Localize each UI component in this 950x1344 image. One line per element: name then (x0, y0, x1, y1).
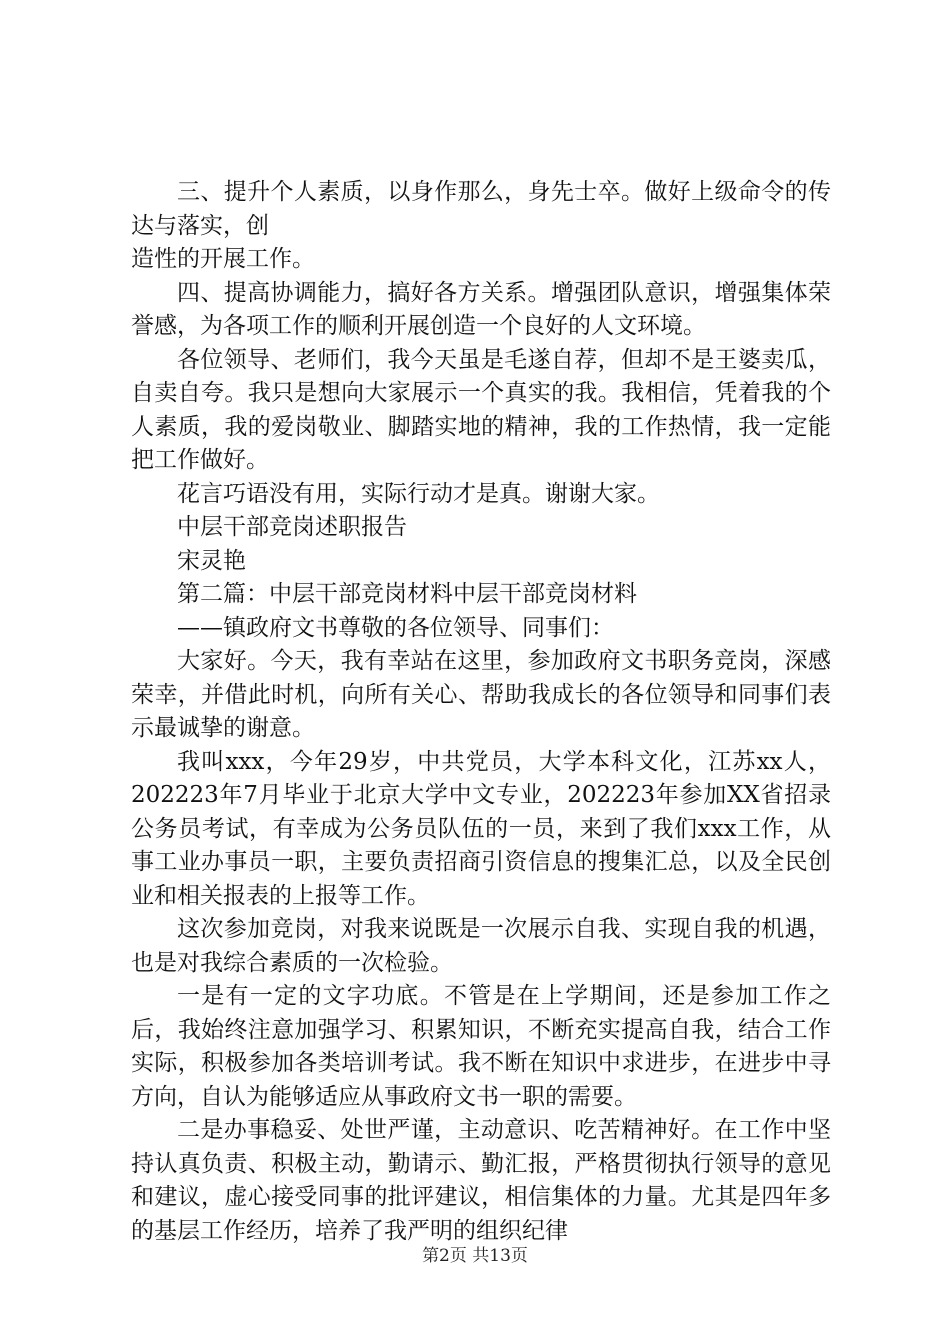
author-name: 宋灵艳 (177, 547, 246, 574)
paragraph-section-three: 三、提升个人素质，以身作那么，身先士卒。做好上级命令的传达与落实，创 (131, 179, 831, 239)
paragraph-opportunity: 这次参加竞岗，对我来说既是一次展示自我、实现自我的机遇，也是对我综合素质的一次检验。 (131, 916, 831, 976)
paragraph-greeting: 大家好。今天，我有幸站在这里，参加政府文书职务竞岗，深感荣幸，并借此时机，向所有关心、帮助我成长的各位领导和同事们表示最诚挚的谢意。 (131, 648, 831, 741)
report-title: 中层干部竞岗述职报告 (177, 514, 407, 540)
page-footer: 第2页 共13页 (422, 1246, 528, 1266)
paragraph-self-introduction: 我叫xxx，今年29岁，中共党员，大学本科文化，江苏xx人，202223年7月毕业于北京大学中文专业，202223年参加XX省招录公务员考试，有幸成为公务员队伍的一员，来到了我们xxx工作，从事工业办事员一职，主要负责招商引资信息的搜集汇总，以及全民创业和相关报表的上报等工作。 (131, 748, 831, 909)
paragraph-point-two: 二是办事稳妥、处世严谨，主动意识、吃苦精神好。在工作中坚持认真负责、积极主动，勤请示、勤汇报，严格贯彻执行领导的意见和建议，虚心接受同事的批评建议，相信集体的力量。尤其是四年多的基层工作经历，培养了我严明的组织纪律 (131, 1117, 831, 1244)
paragraph-thanks: 花言巧语没有用，实际行动才是真。谢谢大家。 (177, 480, 660, 507)
document-body (131, 176, 831, 1248)
paragraph-continuation: 造性的开展工作。 (131, 246, 315, 272)
salutation: ——镇政府文书尊敬的各位领导、同事们： (177, 614, 614, 641)
paragraph-point-one: 一是有一定的文字功底。不管是在上学期间，还是参加工作之后，我始终注意加强学习、积累知识，不断充实提高自我，结合工作实际，积极参加各类培训考试。我不断在知识中求进步，在进步中寻方向，自认为能够适应从事政府文书一职的需要。 (131, 983, 831, 1110)
paragraph-closing-remarks: 各位领导、老师们，我今天虽是毛遂自荐，但却不是王婆卖瓜，自卖自夸。我只是想向大家展示一个真实的我。我相信，凭着我的个人素质，我的爱岗敬业、脚踏实地的精神，我的工作热情，我一定能把工作做好。 (131, 346, 831, 473)
chapter-heading: 第二篇：中层干部竞岗材料中层干部竞岗材料 (177, 581, 637, 607)
paragraph-section-four: 四、提高协调能力，搞好各方关系。增强团队意识，增强集体荣誉感，为各项工作的顺利开展创造一个良好的人文环境。 (131, 279, 831, 339)
